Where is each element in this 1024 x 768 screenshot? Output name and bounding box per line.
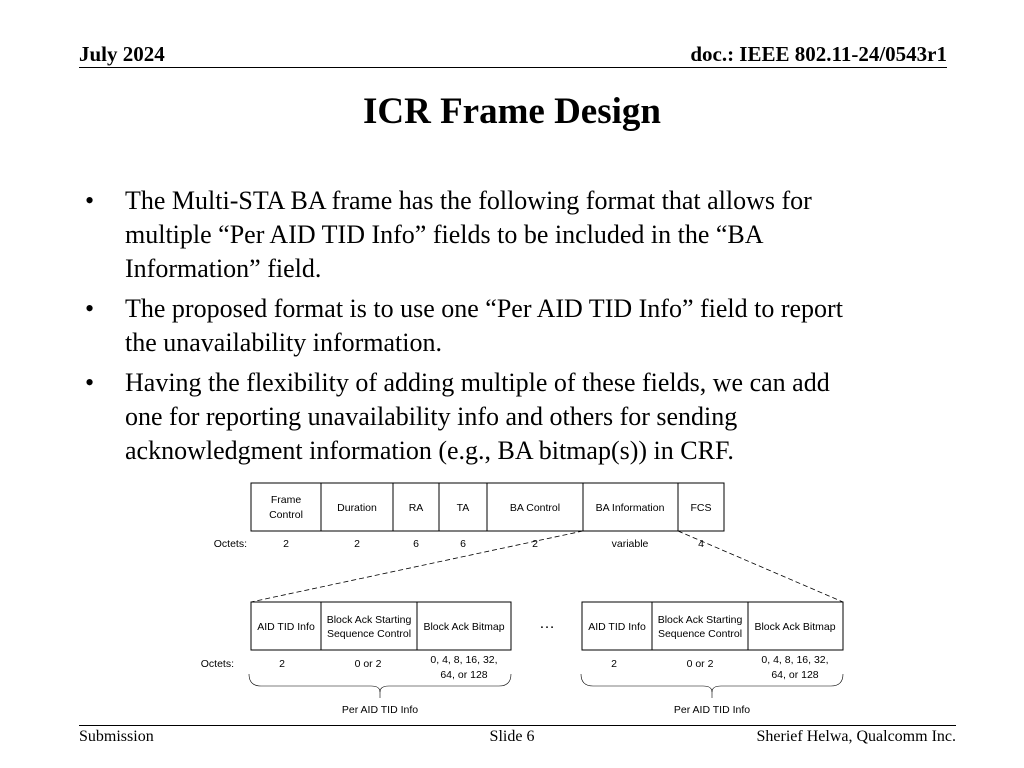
octet-value: 2 [354,538,360,550]
bullet-line: multiple “Per AID TID Info” fields to be included in the “BA [125,220,764,249]
bullet-line: Having the flexibility of adding multiple of these fields, we can add [125,368,830,397]
frame-control-label: Frame [270,494,302,506]
aid-tid-info-label: AID TID Info [257,621,315,633]
octet-value: 6 [413,538,419,550]
duration-label: Duration [337,502,377,514]
block-ack-ssc-label: Block Ack Starting [326,614,412,626]
octet-value: 2 [283,538,289,550]
block-ack-ssc-label: Sequence Control [326,628,412,640]
block-ack-ssc-label: Sequence Control [657,628,743,640]
footer-author: Sherief Helwa, Qualcomm Inc. [756,728,956,745]
bullet-line: Information” field. [125,254,322,283]
block-ack-ssc-label: Block Ack Starting [657,614,743,626]
octet-value: 4 [698,538,704,550]
octet-value: 6 [460,538,466,550]
frame-control-field [251,483,321,531]
footer-submission: Submission [79,728,154,745]
bullet-line: one for reporting unavailability info and others for sending [125,402,738,431]
frame-control-label: Control [269,509,303,521]
octet-value: 0 or 2 [354,658,382,670]
octets-label: Octets: [213,538,247,550]
ba-information-label: BA Information [595,502,665,514]
block-ack-bitmap-label: Block Ack Bitmap [423,621,505,633]
frame-octets-row [214,538,704,550]
block-ack-ssc-field [652,602,748,650]
per-aid-tid-info-caption: Per AID TID Info [673,704,751,716]
bullet-marker: • [85,294,95,323]
octet-value: 2 [611,658,617,670]
footer-rule [79,725,956,726]
aid-tid-info-label: AID TID Info [588,621,646,633]
octet-value: 0, 4, 8, 16, 32, [761,654,829,666]
header-doc-id: doc.: IEEE 802.11-24/0543r1 [690,42,947,66]
ba-control-label: BA Control [509,502,561,514]
bullet-line: acknowledgment information (e.g., BA bitmap(s)) in CRF. [125,436,734,465]
ta-label: TA [456,502,470,514]
per-aid-tid-info-group [201,602,511,716]
block-ack-ssc-field [321,602,417,650]
octet-value: 2 [279,658,285,670]
octet-value: 0 or 2 [686,658,714,670]
bullet-marker: • [85,186,95,215]
footer-slide-number: Slide 6 [489,728,535,745]
octet-value: 2 [532,538,538,550]
bullet-marker: • [85,368,95,397]
expansion-line-right [678,531,843,602]
octet-value: 0, 4, 8, 16, 32, [430,654,498,666]
octet-value: variable [611,538,649,550]
per-aid-tid-info-group [581,602,843,716]
per-aid-tid-info-caption: Per AID TID Info [341,704,419,716]
frame-row [251,483,724,531]
header-date: July 2024 [79,42,165,66]
slide-title: ICR Frame Design [362,91,661,132]
block-ack-bitmap-label: Block Ack Bitmap [754,621,836,633]
octets-label: Octets: [200,658,234,670]
fcs-label: FCS [690,502,712,514]
octet-value: 64, or 128 [440,669,488,681]
bullet-line: The Multi-STA BA frame has the following format that allows for [125,186,812,215]
bullet-line: The proposed format is to use one “Per AID TID Info” field to report [125,294,843,323]
ellipsis: … [539,615,555,632]
octet-value: 64, or 128 [771,669,819,681]
ra-label: RA [408,502,424,514]
bullet-line: the unavailability information. [125,328,442,357]
